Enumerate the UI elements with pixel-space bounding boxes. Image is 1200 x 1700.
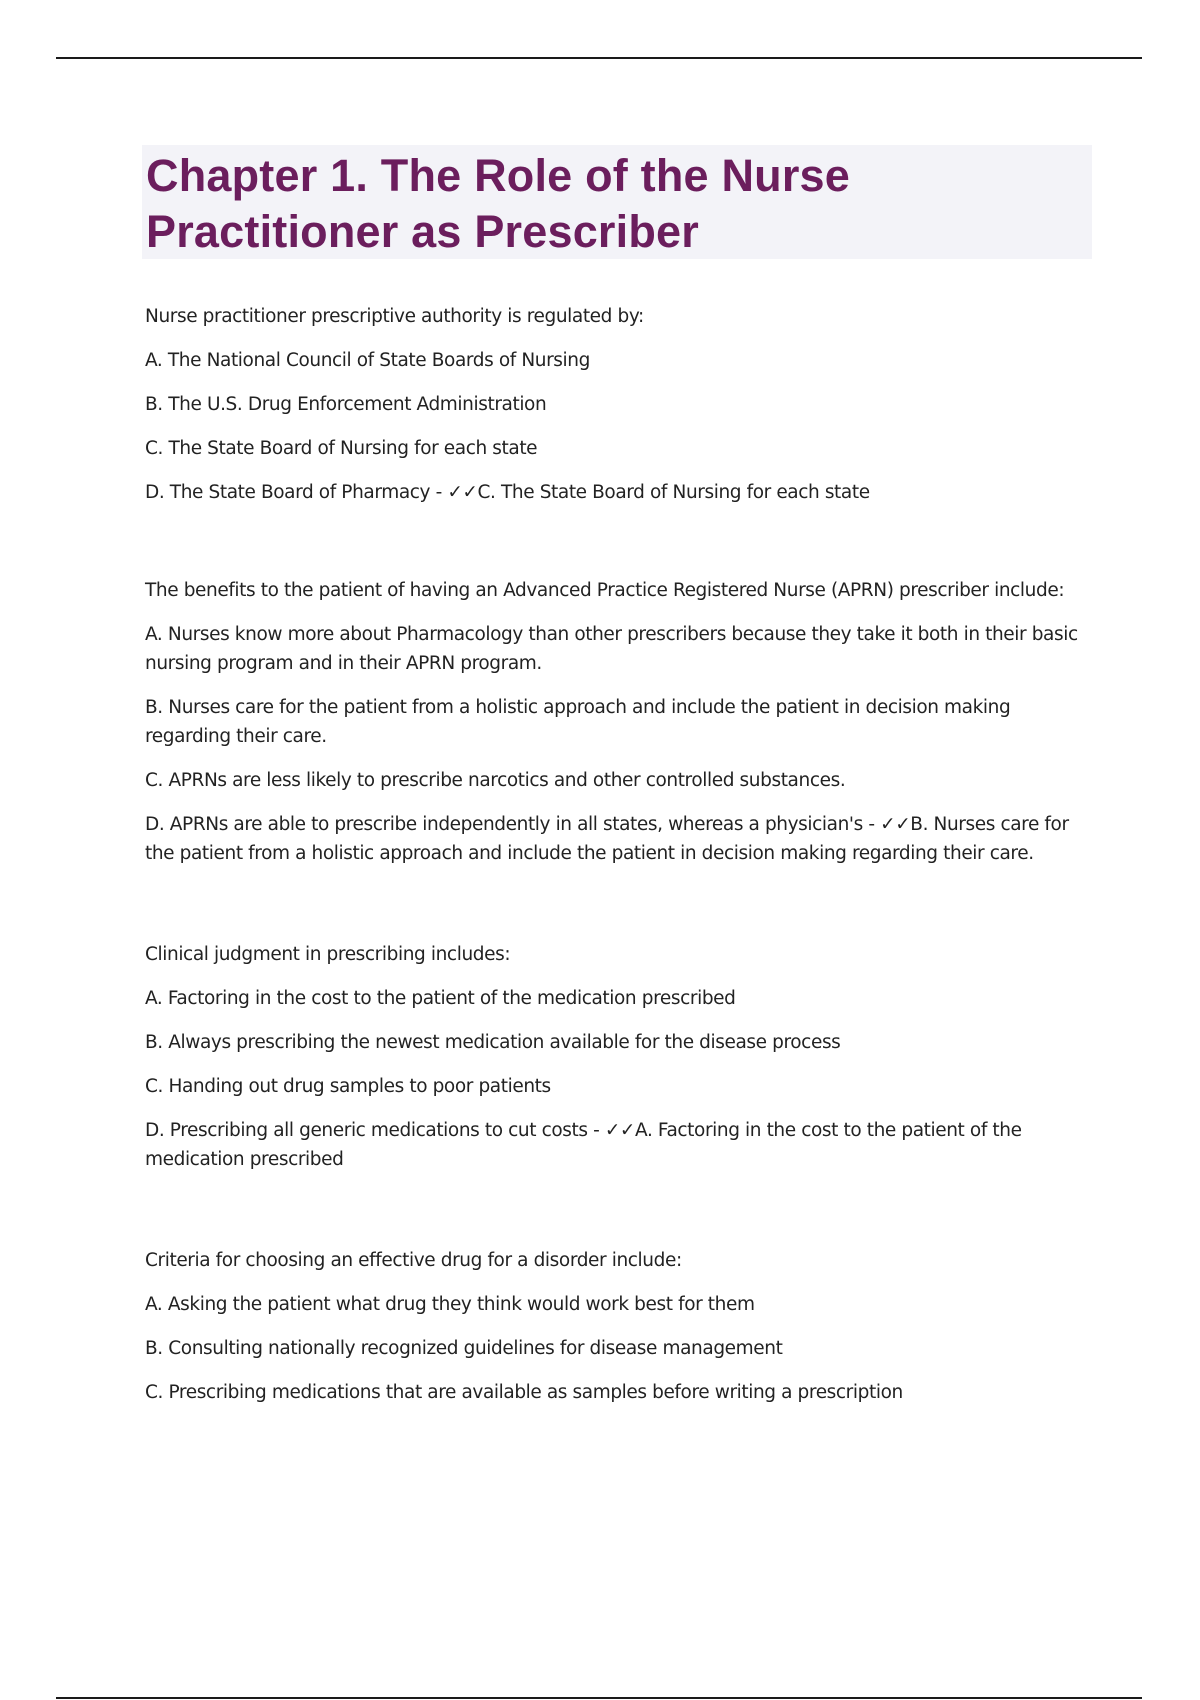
answer-option: B. Consulting nationally recognized guidelines for disease management — [145, 1338, 783, 1359]
answer-option: C. Prescribing medications that are available as samples before writing a prescription — [145, 1382, 903, 1403]
answer-option: A. Nurses know more about Pharmacology than other prescribers because they take it both in their basic nursing program and in their APRN program. — [145, 624, 1078, 674]
answer-option-with-answer: D. The State Board of Pharmacy - ✓✓C. The State Board of Nursing for each state — [145, 482, 870, 503]
answer-option: C. The State Board of Nursing for each state — [145, 438, 538, 459]
question-block — [145, 1246, 1095, 1407]
chapter-title-box — [142, 145, 1092, 259]
answer-option-with-answer: D. APRNs are able to prescribe independently in all states, whereas a physician's - ✓✓B. Nurses care for the patient from a holistic approach and include the patient in decision making regarding their care. — [145, 814, 1069, 864]
answer-option: C. Handing out drug samples to poor patients — [145, 1076, 551, 1097]
question-block — [145, 576, 1095, 868]
footer-rule — [56, 1697, 1142, 1699]
question-block — [145, 302, 1095, 507]
chapter-title: Chapter 1. The Role of the Nurse Practitioner as Prescriber — [146, 150, 851, 257]
answer-option-with-answer: D. Prescribing all generic medications to cut costs - ✓✓A. Factoring in the cost to the patient of the medication prescribed — [145, 1120, 1022, 1170]
header-rule — [56, 57, 1142, 59]
answer-option: B. The U.S. Drug Enforcement Administration — [145, 394, 547, 415]
question-stem: Clinical judgment in prescribing includes: — [145, 944, 511, 965]
answer-option: B. Always prescribing the newest medication available for the disease process — [145, 1032, 841, 1053]
question-stem: Nurse practitioner prescriptive authority is regulated by: — [145, 306, 644, 327]
answer-option: B. Nurses care for the patient from a holistic approach and include the patient in decision making regarding their care. — [145, 697, 1011, 747]
question-block — [145, 940, 1095, 1174]
question-stem: The benefits to the patient of having an Advanced Practice Registered Nurse (APRN) prescriber include: — [145, 580, 1065, 601]
answer-option: A. The National Council of State Boards of Nursing — [145, 350, 590, 371]
answer-option: A. Asking the patient what drug they think would work best for them — [145, 1294, 755, 1315]
answer-option: A. Factoring in the cost to the patient of the medication prescribed — [145, 988, 736, 1009]
question-stem: Criteria for choosing an effective drug for a disorder include: — [145, 1250, 682, 1271]
answer-option: C. APRNs are less likely to prescribe narcotics and other controlled substances. — [145, 770, 846, 791]
